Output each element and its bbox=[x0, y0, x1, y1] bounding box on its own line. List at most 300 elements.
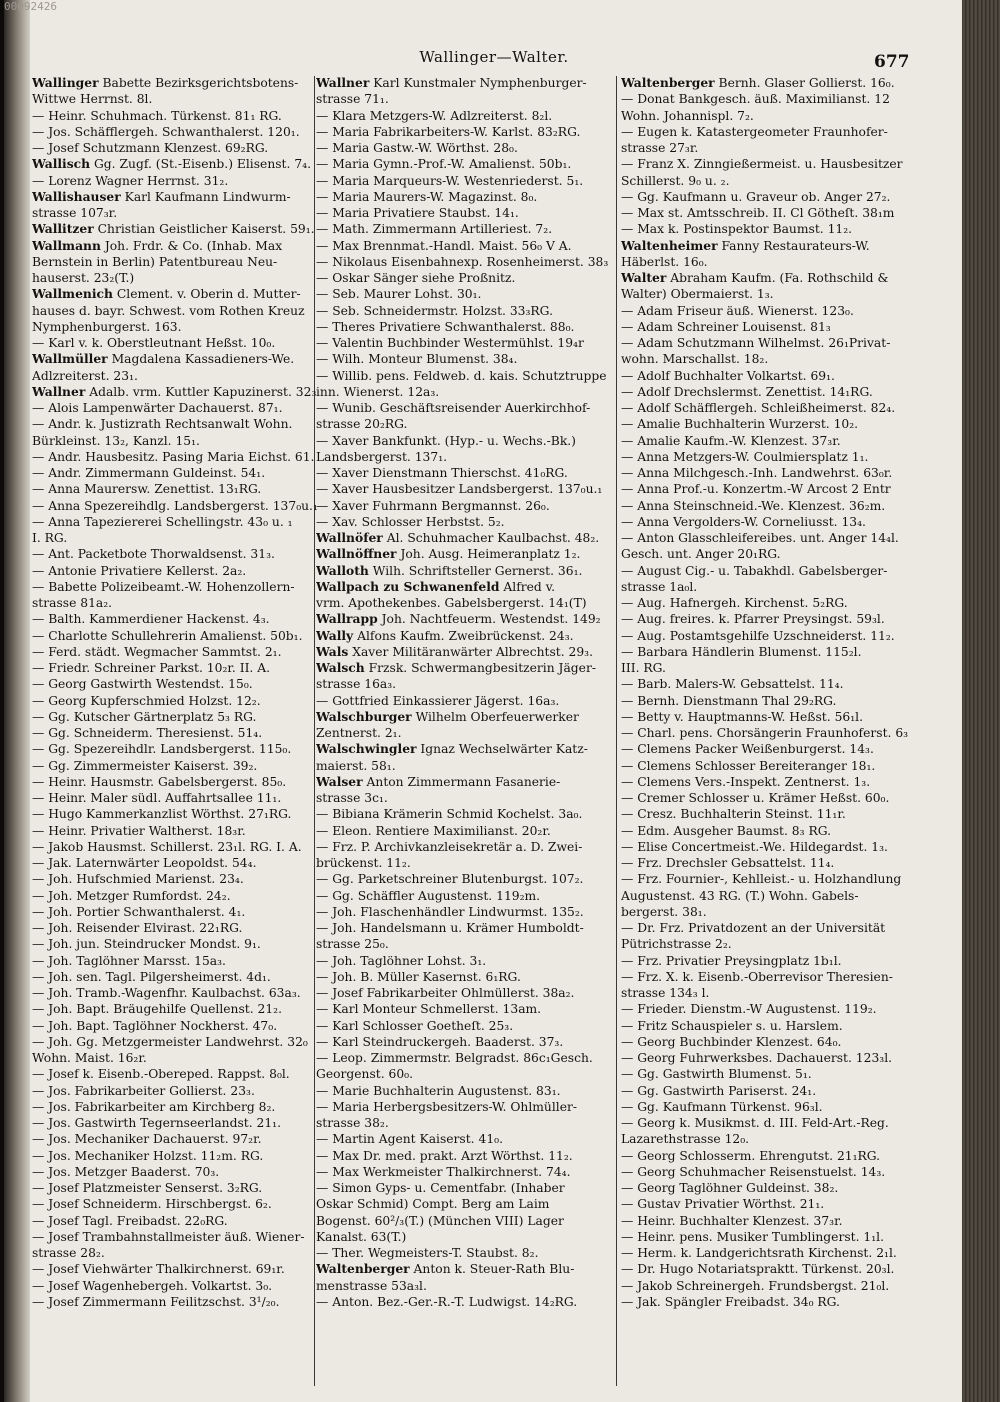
entry-text: Landsbergerst. 137₁. bbox=[316, 449, 448, 464]
entry-text: — Gg. Gastwirth Blumenst. 5₁. bbox=[621, 1067, 812, 1082]
entry-text: — Hugo Kammerkanzlist Wörthst. 27₁RG. bbox=[32, 807, 292, 822]
entry-text: — Gg. Spezereihdlr. Landsbergerst. 115₀. bbox=[32, 742, 292, 757]
entry-text: — Frz. Drechsler Gebsattelst. 11₄. bbox=[621, 856, 835, 870]
entry-text: — Antonie Privatiere Kellerst. 2a₂. bbox=[32, 563, 247, 578]
entry-text: — Xaver Dienstmann Thierschst. 41₀RG. bbox=[316, 466, 568, 480]
directory-entry-line bbox=[621, 205, 913, 221]
entry-text: — Klara Metzgers-W. Adlzreiterst. 8₂l. bbox=[316, 108, 553, 123]
directory-entry-line bbox=[621, 189, 913, 205]
entry-text: — Georg Schuhmacher Reisenstuelst. 14₃. bbox=[621, 1164, 886, 1179]
directory-entry-line bbox=[32, 368, 318, 384]
entry-text: — Joh. Taglöhner Marsst. 15a₃. bbox=[32, 953, 226, 968]
directory-entry-line bbox=[621, 498, 913, 514]
entry-text: — Seb. Schneidermstr. Holzst. 33₃RG. bbox=[316, 303, 553, 318]
directory-entry-line bbox=[32, 173, 318, 189]
directory-entry-line bbox=[621, 286, 913, 302]
directory-entry-line bbox=[316, 563, 616, 579]
directory-entry-line bbox=[316, 1213, 616, 1229]
directory-entry-line bbox=[316, 888, 616, 904]
directory-entry-line bbox=[32, 1083, 318, 1099]
directory-entry-line bbox=[316, 1278, 616, 1294]
entry-text: Augustenst. 43 RG. (T.) Wohn. Gabels- bbox=[621, 888, 859, 903]
directory-entry-line bbox=[316, 579, 616, 595]
entry-text: Abraham Kaufm. (Fa. Rothschild & bbox=[666, 271, 889, 285]
directory-entry-line bbox=[32, 936, 318, 952]
entry-text: — Amalie Buchhalterin Wurzerst. 10₂. bbox=[621, 417, 859, 432]
directory-entry-line bbox=[316, 660, 616, 676]
entry-text: — Heinr. Privatier Waltherst. 18₃r. bbox=[32, 823, 246, 838]
directory-entry-line bbox=[316, 676, 616, 692]
directory-entry-line bbox=[621, 595, 913, 611]
entry-text: — Jos. Metzger Baaderst. 70₃. bbox=[32, 1164, 220, 1179]
entry-text: inn. Wienerst. 12a₃. bbox=[316, 384, 440, 399]
entry-text: — Wilh. Monteur Blumenst. 38₄. bbox=[316, 352, 518, 367]
entry-text: — Joh. Portier Schwanthalerst. 4₁. bbox=[32, 904, 246, 919]
directory-entry-line bbox=[32, 1034, 318, 1050]
entry-text: — Anton Glasschleifereibes. unt. Anger 14₄l. bbox=[621, 531, 899, 545]
directory-entry-line bbox=[621, 1278, 913, 1294]
entry-text: — Max Dr. med. prakt. Arzt Wörthst. 11₂. bbox=[316, 1148, 573, 1163]
entry-text: Xaver Militäranwärter Albrechtst. 29₃. bbox=[348, 644, 593, 659]
directory-entry-line bbox=[32, 1294, 318, 1310]
directory-entry-line bbox=[32, 400, 318, 416]
entry-text: — Cresz. Buchhalterin Steinst. 11₁r. bbox=[621, 807, 846, 822]
directory-entry-line bbox=[316, 449, 616, 465]
directory-entry-line bbox=[32, 823, 318, 839]
directory-entry-line bbox=[32, 319, 318, 335]
entry-text: — Leop. Zimmermstr. Belgradst. 86c₁Gesch. bbox=[316, 1051, 593, 1065]
entry-text: Schillerst. 9₀ u. ₂. bbox=[621, 173, 730, 188]
entry-text: Anton k. Steuer-Rath Blu- bbox=[409, 1262, 575, 1277]
entry-text: — Adam Friseur äuß. Wienerst. 123₀. bbox=[621, 303, 854, 318]
directory-entry-line bbox=[316, 416, 616, 432]
entry-text: — Eleon. Rentiere Maximilianst. 20₂r. bbox=[316, 823, 551, 838]
entry-text: — Aug. Hafnergeh. Kirchenst. 5₂RG. bbox=[621, 596, 848, 610]
directory-entry-line bbox=[316, 124, 616, 140]
directory-entry-line bbox=[621, 1131, 913, 1147]
entry-text: — Joh. jun. Steindrucker Mondst. 9₁. bbox=[32, 937, 261, 952]
entry-text: — Barb. Malers-W. Gebsattelst. 11₄. bbox=[621, 677, 844, 692]
entry-surname: Waltenberger bbox=[621, 75, 715, 90]
entry-surname: Wallmüller bbox=[32, 351, 108, 367]
entry-text: — Lorenz Wagner Herrnst. 31₂. bbox=[32, 173, 229, 188]
entry-text: — Bibiana Krämerin Schmid Kochelst. 3a₀. bbox=[316, 807, 583, 822]
entry-text: — Barbara Händlerin Blumenst. 115₂l. bbox=[621, 644, 862, 659]
directory-entry-line bbox=[316, 189, 616, 205]
entry-text: — Andr. k. Justizrath Rechtsanwalt Wohn. bbox=[32, 417, 293, 432]
directory-entry-line bbox=[32, 855, 318, 871]
entry-text: — Anna Maurersw. Zenettist. 13₁RG. bbox=[32, 482, 262, 497]
directory-entry-line bbox=[621, 433, 913, 449]
directory-entry-line bbox=[621, 416, 913, 432]
directory-entry-line bbox=[621, 953, 913, 969]
directory-entry-line bbox=[621, 1196, 913, 1212]
directory-entry-line bbox=[316, 514, 616, 530]
entry-text: Adalb. vrm. Kuttler Kapuzinerst. 32₃ bbox=[85, 384, 317, 399]
entry-text: — Elise Concertmeist.-We. Hildegardst. 1₃. bbox=[621, 839, 888, 854]
directory-entry-line bbox=[32, 1099, 318, 1115]
entry-text: — Xaver Bankfunkt. (Hyp.- u. Wechs.-Bk.) bbox=[316, 433, 576, 448]
directory-column-2 bbox=[316, 75, 616, 1390]
entry-text: strasse 16a₃. bbox=[316, 677, 397, 692]
directory-entry-line bbox=[621, 1001, 913, 1017]
entry-text: — Heinr. pens. Musiker Tumblingerst. 1₁l. bbox=[621, 1229, 885, 1244]
entry-text: — Jos. Fabrikarbeiter am Kirchberg 8₂. bbox=[32, 1099, 276, 1114]
directory-entry-line bbox=[621, 1115, 913, 1131]
entry-surname: Walschwingler bbox=[316, 741, 417, 757]
entry-text: hauserst. 23₂(T.) bbox=[32, 271, 135, 285]
entry-text: — Jos. Mechaniker Dachauerst. 97₂r. bbox=[32, 1132, 262, 1147]
directory-entry-line bbox=[621, 319, 913, 335]
entry-text: — Xaver Fuhrmann Bergmannst. 26₀. bbox=[316, 498, 550, 513]
directory-entry-line bbox=[32, 806, 318, 822]
page-header-title: Wallinger—Walter. bbox=[419, 48, 569, 66]
entry-text: — Jakob Schreinergeh. Frundsbergst. 21₀l. bbox=[621, 1278, 890, 1293]
directory-entry-line bbox=[621, 449, 913, 465]
directory-entry-line bbox=[32, 1018, 318, 1034]
entry-text: Babette Bezirksgerichtsbotens- bbox=[98, 76, 299, 90]
directory-entry-line bbox=[316, 1294, 616, 1310]
entry-text: — Anna Tapeziererei Schellingstr. 43₀ u. ₁ bbox=[32, 514, 293, 529]
entry-text: — Max Brennmat.-Handl. Maist. 56₀ V A. bbox=[316, 238, 572, 253]
entry-text: — Max st. Amtsschreib. II. Cl Götheſt. 38₁m bbox=[621, 206, 895, 220]
entry-text: vrm. Apothekenbes. Gabelsbergerst. 14₁(T) bbox=[316, 596, 587, 610]
entry-surname: Walsch bbox=[316, 660, 365, 675]
entry-text: — Alois Lampenwärter Dachauerst. 87₁. bbox=[32, 401, 283, 415]
directory-entry-line bbox=[32, 465, 318, 481]
entry-text: — Heinr. Maler südl. Auffahrtsallee 11₁. bbox=[32, 791, 282, 805]
directory-entry-line bbox=[316, 530, 616, 546]
directory-entry-line bbox=[316, 433, 616, 449]
directory-entry-line bbox=[316, 205, 616, 221]
entry-text: Anton Zimmermann Fasanerie- bbox=[362, 774, 561, 789]
entry-surname: Waltenheimer bbox=[621, 237, 718, 253]
directory-entry-line bbox=[621, 1148, 913, 1164]
entry-text: — Georg Buchbinder Klenzest. 64₀. bbox=[621, 1034, 842, 1049]
directory-entry-line bbox=[316, 823, 616, 839]
directory-entry-line bbox=[316, 758, 616, 774]
directory-entry-line bbox=[32, 270, 318, 286]
directory-entry-line bbox=[32, 546, 318, 562]
directory-entry-line bbox=[32, 433, 318, 449]
directory-entry-line bbox=[316, 1245, 616, 1261]
directory-entry-line bbox=[316, 1034, 616, 1050]
directory-entry-line bbox=[32, 108, 318, 124]
entry-text: — Adam Schutzmann Wilhelmst. 26₁Privat- bbox=[621, 336, 891, 350]
entry-text: — Georg Schlosserm. Ehrengutst. 21₁RG. bbox=[621, 1148, 881, 1163]
directory-entry-line bbox=[316, 270, 616, 286]
directory-entry-line bbox=[316, 156, 616, 172]
entry-text: — Max Werkmeister Thalkirchnerst. 74₄. bbox=[316, 1164, 571, 1179]
entry-text: — Gottfried Einkassierer Jägerst. 16a₃. bbox=[316, 693, 560, 708]
entry-text: strasse 27₃r. bbox=[621, 141, 699, 155]
entry-text: — Georg Kupferschmied Holzst. 12₂. bbox=[32, 693, 261, 708]
directory-entry-line bbox=[316, 920, 616, 936]
directory-entry-line bbox=[316, 839, 616, 855]
directory-entry-line bbox=[32, 140, 318, 156]
entry-text: — Jak. Laternwärter Leopoldst. 54₄. bbox=[32, 856, 257, 870]
entry-text: Wittwe Herrnst. 8l. bbox=[32, 92, 153, 107]
directory-entry-line bbox=[32, 611, 318, 627]
entry-text: — Ferd. städt. Wegmacher Sammtst. 2₁. bbox=[32, 644, 282, 659]
directory-entry-line bbox=[621, 303, 913, 319]
entry-text: — Josef Viehwärter Thalkirchnerst. 69₁r. bbox=[32, 1262, 285, 1277]
entry-surname: Wallrapp bbox=[316, 611, 378, 627]
entry-text: — Gustav Privatier Wörthst. 21₁. bbox=[621, 1197, 825, 1212]
entry-text: — Joh. Metzger Rumfordst. 24₂. bbox=[32, 888, 231, 903]
directory-entry-line bbox=[621, 1180, 913, 1196]
directory-entry-line bbox=[316, 741, 616, 757]
entry-text: — Charlotte Schullehrerin Amalienst. 50b₁. bbox=[32, 628, 303, 643]
entry-text: Christian Geistlicher Kaiserst. 59₁. bbox=[93, 222, 315, 237]
directory-entry-line bbox=[32, 351, 318, 367]
directory-entry-line bbox=[32, 91, 318, 107]
directory-entry-line bbox=[316, 1164, 616, 1180]
entry-surname: Wals bbox=[316, 643, 349, 659]
entry-text: Bernstein in Berlin) Patentbureau Neu- bbox=[32, 254, 278, 269]
scan-id: 00092426 bbox=[4, 0, 57, 13]
entry-text: — Frz. X. k. Eisenb.-Oberrevisor Theresien- bbox=[621, 969, 893, 984]
directory-entry-line bbox=[621, 1229, 913, 1245]
directory-entry-line bbox=[32, 75, 318, 91]
directory-entry-line bbox=[32, 985, 318, 1001]
directory-entry-line bbox=[316, 400, 616, 416]
directory-entry-line bbox=[621, 806, 913, 822]
entry-text: — Josef Fabrikarbeiter Ohlmüllerst. 38a₂. bbox=[316, 986, 575, 1000]
entry-text: strasse 81a₂. bbox=[32, 596, 113, 610]
entry-surname: Wallpach zu Schwanenfeld bbox=[316, 578, 500, 594]
entry-text: Oskar Schmid) Compt. Berg am Laim bbox=[316, 1197, 550, 1212]
entry-text: — Clemens Schlosser Bereiteranger 18₁. bbox=[621, 758, 876, 773]
directory-entry-line bbox=[32, 530, 318, 546]
directory-entry-line bbox=[32, 481, 318, 497]
entry-text: — Clemens Vers.-Inspekt. Zentnerst. 1₃. bbox=[621, 774, 871, 789]
directory-entry-line bbox=[621, 1294, 913, 1310]
directory-entry-line bbox=[316, 319, 616, 335]
directory-entry-line bbox=[316, 1115, 616, 1131]
directory-entry-line bbox=[621, 985, 913, 1001]
directory-entry-line bbox=[621, 676, 913, 692]
entry-text: — Gg. Schäffler Augustenst. 119₂m. bbox=[316, 888, 541, 903]
entry-text: — Frz. Privatier Preysingplatz 1b₁l. bbox=[621, 953, 842, 968]
entry-text: — Herm. k. Landgerichtsrath Kirchenst. 2₁l. bbox=[621, 1246, 897, 1260]
directory-entry-line bbox=[316, 806, 616, 822]
entry-surname: Wallisch bbox=[32, 156, 91, 172]
directory-entry-line bbox=[32, 1245, 318, 1261]
entry-text: — Babette Polizeibeamt.-W. Hohenzollern- bbox=[32, 579, 295, 594]
directory-entry-line bbox=[621, 270, 913, 286]
entry-text: — Anna Milchgesch.-Inh. Landwehrst. 63₀r. bbox=[621, 466, 893, 480]
entry-text: — Frz. P. Archivkanzleisekretär a. D. Zwei- bbox=[316, 839, 583, 854]
entry-surname: Walter bbox=[621, 270, 667, 285]
directory-entry-line bbox=[621, 156, 913, 172]
entry-text: — Josef Wagenhebergeh. Volkartst. 3₀. bbox=[32, 1278, 273, 1293]
directory-entry-line bbox=[32, 189, 318, 205]
entry-text: — Karl v. k. Oberstleutnant Heßst. 10₀. bbox=[32, 336, 276, 350]
entry-text: — Dr. Hugo Notariatspraktt. Türkenst. 20₃l. bbox=[621, 1262, 895, 1277]
entry-text: I. RG. bbox=[32, 531, 68, 545]
entry-text: — Frz. Fournier-, Kehlleist.- u. Holzhandlung bbox=[621, 872, 902, 887]
entry-text: Gg. Zugf. (St.-Eisenb.) Elisenst. 7₄. bbox=[90, 157, 311, 172]
entry-text: — Georg Fuhrwerksbes. Dachauerst. 123₃l. bbox=[621, 1051, 893, 1065]
directory-entry-line bbox=[316, 969, 616, 985]
entry-text: — Josef Schneiderm. Hirschbergst. 6₂. bbox=[32, 1197, 272, 1212]
directory-entry-line bbox=[621, 904, 913, 920]
directory-entry-line bbox=[316, 1196, 616, 1212]
directory-entry-line bbox=[621, 1066, 913, 1082]
directory-entry-line bbox=[32, 920, 318, 936]
directory-entry-line bbox=[32, 205, 318, 221]
directory-entry-line bbox=[621, 368, 913, 384]
entry-text: — Cremer Schlosser u. Krämer Heßst. 60₀. bbox=[621, 791, 890, 805]
entry-surname: Wally bbox=[316, 627, 354, 643]
entry-surname: Walser bbox=[316, 773, 363, 789]
entry-text: — Joh. Reisender Elvirast. 22₁RG. bbox=[32, 921, 243, 935]
directory-entry-line bbox=[32, 221, 318, 237]
entry-text: Wilhelm Oberfeuerwerker bbox=[411, 709, 579, 724]
entry-text: Georgenst. 60₀. bbox=[316, 1067, 414, 1082]
directory-entry-line bbox=[316, 108, 616, 124]
entry-text: — Georg Taglöhner Guldeinst. 38₂. bbox=[621, 1181, 839, 1195]
directory-entry-line bbox=[32, 839, 318, 855]
directory-entry-line bbox=[316, 1066, 616, 1082]
entry-text: — Willib. pens. Feldweb. d. kais. Schutztruppe bbox=[316, 368, 607, 383]
entry-text: — Clemens Packer Weißenburgerst. 14₃. bbox=[621, 742, 874, 757]
entry-text: — Adam Schreiner Louisenst. 81₃ bbox=[621, 319, 831, 334]
directory-entry-line bbox=[621, 481, 913, 497]
directory-entry-line bbox=[621, 1034, 913, 1050]
directory-entry-line bbox=[621, 384, 913, 400]
directory-entry-line bbox=[32, 579, 318, 595]
page-number: 677 bbox=[874, 52, 910, 72]
directory-entry-line bbox=[316, 611, 616, 627]
entry-text: Zentnerst. 2₁. bbox=[316, 726, 402, 740]
directory-entry-line bbox=[32, 888, 318, 904]
entry-text: — Anna Vergolders-W. Corneliusst. 13₄. bbox=[621, 514, 866, 529]
entry-text: — Josef Tagl. Freibadst. 22₀RG. bbox=[32, 1213, 228, 1228]
entry-text: — Joh. Bapt. Taglöhner Nockherst. 47₀. bbox=[32, 1018, 278, 1033]
directory-entry-line bbox=[32, 953, 318, 969]
entry-text: — Theres Privatiere Schwanthalerst. 88₀. bbox=[316, 319, 575, 334]
directory-entry-line bbox=[621, 1099, 913, 1115]
entry-text: — Gg. Kaufmann Türkenst. 96₃l. bbox=[621, 1099, 823, 1114]
directory-entry-line bbox=[32, 1148, 318, 1164]
entry-text: — Gg. Parketschreiner Blutenburgst. 107₂. bbox=[316, 872, 584, 887]
entry-text: Wohn. Johannispl. 7₂. bbox=[621, 108, 754, 123]
entry-text: — Adolf Drechslermst. Zenettist. 14₁RG. bbox=[621, 384, 873, 399]
directory-entry-line bbox=[32, 1261, 318, 1277]
directory-entry-line bbox=[316, 1180, 616, 1196]
entry-text: — Joh. Hufschmied Marienst. 23₄. bbox=[32, 872, 244, 887]
entry-text: Joh. Ausg. Heimeranplatz 1₂. bbox=[396, 547, 581, 562]
entry-text: strasse 28₂. bbox=[32, 1246, 105, 1260]
entry-surname: Waltenberger bbox=[316, 1261, 410, 1277]
directory-entry-line bbox=[621, 91, 913, 107]
entry-text: brückenst. 11₂. bbox=[316, 856, 411, 870]
entry-text: — Anna Metzgers-W. Coulmiersplatz 1₁. bbox=[621, 449, 869, 464]
directory-entry-line bbox=[621, 75, 913, 91]
directory-entry-line bbox=[621, 1164, 913, 1180]
entry-text: — Franz X. Zinngießermeist. u. Hausbesitzer bbox=[621, 157, 903, 172]
directory-entry-line bbox=[32, 1196, 318, 1212]
entry-text: — Ant. Packetbote Thorwaldsenst. 31₃. bbox=[32, 547, 275, 562]
directory-entry-line bbox=[32, 384, 318, 400]
directory-entry-line bbox=[316, 221, 616, 237]
directory-entry-line bbox=[621, 790, 913, 806]
directory-entry-line bbox=[32, 644, 318, 660]
entry-text: — Josef Platzmeister Senserst. 3₂RG. bbox=[32, 1181, 263, 1195]
entry-text: — Maria Herbergsbesitzers-W. Ohlmüller- bbox=[316, 1099, 578, 1114]
directory-entry-line bbox=[32, 709, 318, 725]
directory-entry-line bbox=[621, 1050, 913, 1066]
entry-surname: Wallner bbox=[32, 383, 86, 399]
directory-entry-line bbox=[32, 758, 318, 774]
entry-text: Alfred v. bbox=[499, 579, 556, 594]
entry-text: — Joh. B. Müller Kasernst. 6₁RG. bbox=[316, 969, 521, 984]
entry-text: — Anna Spezereihdlg. Landsbergerst. 137₀u.₁ bbox=[32, 498, 318, 513]
entry-text: — Adolf Buchhalter Volkartst. 69₁. bbox=[621, 368, 835, 383]
directory-entry-line bbox=[621, 1213, 913, 1229]
entry-text: strasse 3c₁. bbox=[316, 791, 388, 805]
directory-entry-line bbox=[621, 254, 913, 270]
entry-text: maierst. 58₁. bbox=[316, 758, 396, 773]
directory-entry-line bbox=[32, 1001, 318, 1017]
entry-text: — Jos. Mechaniker Holzst. 11₂m. RG. bbox=[32, 1148, 264, 1163]
directory-entry-line bbox=[32, 254, 318, 270]
directory-entry-line bbox=[621, 1018, 913, 1034]
directory-entry-line bbox=[32, 1278, 318, 1294]
entry-text: — Anna Prof.-u. Konzertm.-W Arcost 2 Entr bbox=[621, 482, 891, 497]
entry-text: Walter) Obermaierst. 1₃. bbox=[621, 287, 774, 302]
entry-text: strasse 25₀. bbox=[316, 937, 389, 952]
directory-entry-line bbox=[621, 758, 913, 774]
entry-surname: Wallmenich bbox=[32, 286, 113, 302]
directory-entry-line bbox=[32, 303, 318, 319]
entry-text: — Ther. Wegmeisters-T. Staubst. 8₂. bbox=[316, 1246, 539, 1260]
directory-entry-line bbox=[32, 725, 318, 741]
entry-text: Wohn. Maist. 16₂r. bbox=[32, 1051, 147, 1065]
entry-text: — Gg. Kaufmann u. Graveur ob. Anger 27₂. bbox=[621, 189, 891, 204]
directory-entry-line bbox=[316, 238, 616, 254]
directory-entry-line bbox=[316, 465, 616, 481]
directory-entry-line bbox=[621, 823, 913, 839]
directory-column-1 bbox=[32, 75, 318, 1390]
directory-entry-line bbox=[316, 140, 616, 156]
directory-entry-line bbox=[621, 140, 913, 156]
directory-entry-line bbox=[621, 546, 913, 562]
entry-text: strasse 20₂RG. bbox=[316, 417, 408, 432]
entry-text: — Martin Agent Kaiserst. 41₀. bbox=[316, 1132, 503, 1147]
entry-text: — Friedr. Schreiner Parkst. 10₂r. II. A. bbox=[32, 661, 271, 675]
entry-text: — Heinr. Schuhmach. Türkenst. 81₁ RG. bbox=[32, 108, 282, 123]
entry-text: menstrasse 53a₃l. bbox=[316, 1278, 427, 1293]
directory-entry-line bbox=[316, 384, 616, 400]
directory-entry-line bbox=[32, 595, 318, 611]
entry-surname: Wallnöffner bbox=[316, 546, 397, 562]
directory-entry-line bbox=[621, 628, 913, 644]
directory-entry-line bbox=[316, 790, 616, 806]
directory-entry-line bbox=[316, 498, 616, 514]
entry-text: — Xaver Hausbesitzer Landsbergerst. 137₀u.₁ bbox=[316, 482, 603, 497]
entry-text: — Georg k. Musikmst. d. III. Feld-Art.-Reg. bbox=[621, 1116, 889, 1130]
entry-text: — Andr. Zimmermann Guldeinst. 54₁. bbox=[32, 466, 266, 480]
directory-entry-line bbox=[621, 400, 913, 416]
directory-entry-line bbox=[316, 1001, 616, 1017]
directory-entry-line bbox=[32, 1050, 318, 1066]
entry-text: Wilh. Schriftsteller Gernerst. 36₁. bbox=[368, 563, 583, 578]
directory-entry-line bbox=[316, 351, 616, 367]
directory-entry-line bbox=[316, 709, 616, 725]
